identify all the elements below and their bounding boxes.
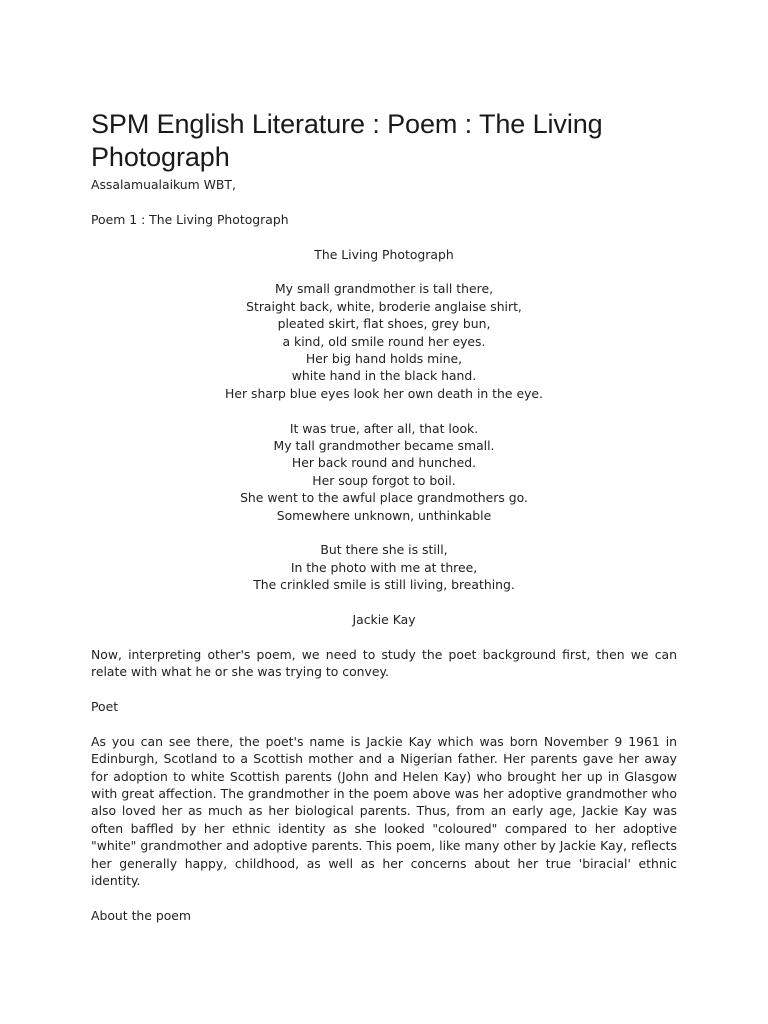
- document-page: [91, 108, 677, 924]
- spacer: [91, 402, 677, 419]
- spacer: [91, 594, 677, 611]
- poem-title: The Living Photograph: [314, 246, 454, 262]
- poem-line: The crinkled smile is still living, breathing.: [253, 577, 515, 593]
- poem-line: My small grandmother is tall there,: [274, 281, 494, 297]
- spacer: [91, 681, 677, 698]
- poem-line: Her sharp blue eyes look her own death in the eye.: [225, 385, 543, 401]
- poem-line: white hand in the black hand.: [291, 368, 477, 384]
- poem-heading: Poem 1 : The Living Photograph: [91, 211, 289, 227]
- poem-line: Straight back, white, broderie anglaise shirt,: [246, 298, 522, 314]
- poem-line: Her big hand holds mine,: [305, 351, 463, 367]
- stanza-1: [91, 280, 677, 402]
- stanza-3: [91, 541, 677, 593]
- poet-paragraph: As you can see there, the poet's name is Jackie Kay which was born November 9 1961 in Edinburgh, Scotland to a Scottish mother and a Nigerian father. Her parents gave her away for adoption to white Scottish parents (John and Helen Kay) who brought her up in Glasgow with great affection. The grandmother in the poem above was her adoptive grandmother who also loved her as much as her biological parents. Thus, from an early age, Jackie Kay was often baffled by her ethnic identity as she looked "coloured" compared to her adoptive "white" grandmother and adoptive parents. This poem, like many other by Jackie Kay, reflects her generally happy, childhood, as well as her concerns about her true 'biracial' ethnic identity.: [91, 733, 677, 889]
- poem-line: In the photo with me at three,: [290, 559, 478, 575]
- stanza-2: [91, 420, 677, 524]
- poem-line: Her soup forgot to boil.: [312, 472, 456, 488]
- intro-paragraph: Now, interpreting other's poem, we need to study the poet background first, then we can relate with what he or she was trying to convey.: [91, 646, 677, 680]
- spacer: [91, 890, 677, 907]
- spacer: [91, 524, 677, 541]
- poem-line: Somewhere unknown, unthinkable: [276, 507, 492, 523]
- about-heading: About the poem: [91, 907, 191, 923]
- poem-line: My tall grandmother became small.: [273, 438, 495, 454]
- greeting: Assalamualaikum WBT,: [91, 177, 236, 192]
- spacer: [91, 263, 677, 280]
- poem-line: a kind, old smile round her eyes.: [282, 333, 486, 349]
- poem-line: She went to the awful place grandmothers go.: [240, 490, 528, 506]
- spacer: [91, 628, 677, 645]
- poem-line: But there she is still,: [320, 542, 448, 558]
- spacer: [91, 228, 677, 245]
- poem-line: Her back round and hunched.: [291, 455, 477, 471]
- spacer: [91, 193, 677, 210]
- poet-heading: Poet: [91, 699, 119, 715]
- poem-line: It was true, after all, that look.: [289, 420, 479, 436]
- poem-line: pleated skirt, flat shoes, grey bun,: [277, 316, 491, 332]
- poem-author: Jackie Kay: [352, 612, 416, 628]
- page-title: SPM English Literature : Poem : The Living Photograph: [91, 109, 603, 172]
- spacer: [91, 715, 677, 732]
